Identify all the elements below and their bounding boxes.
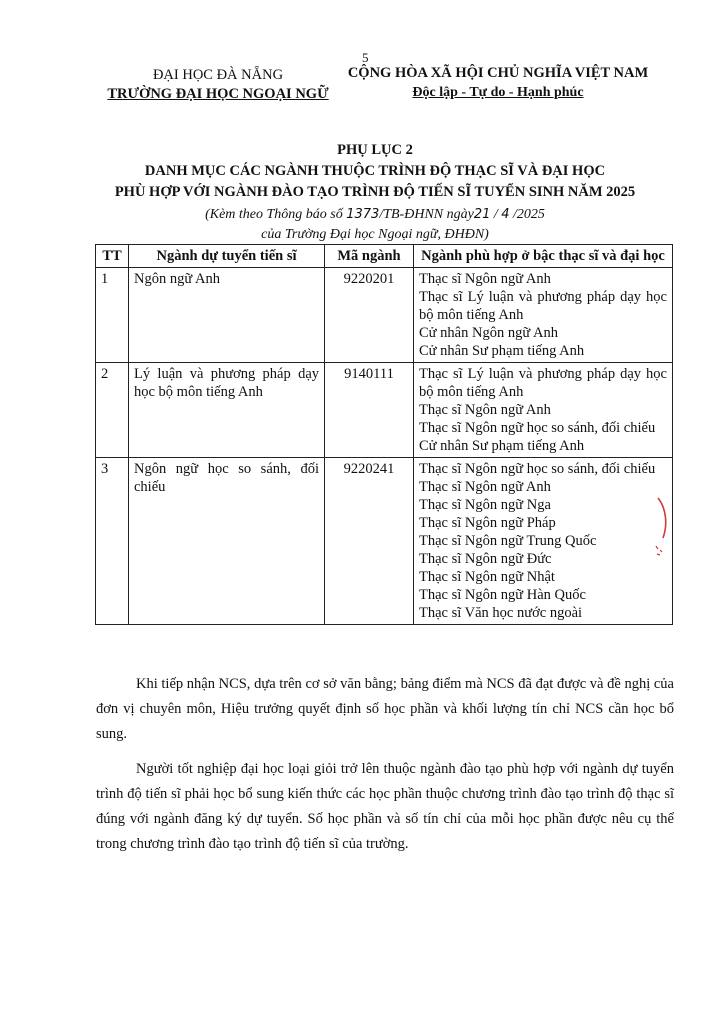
subtitle-mid: /TB-ĐHNN ngày [379,207,474,222]
header-left [98,66,338,104]
matching-major-item: Thạc sĩ Ngôn ngữ Pháp [419,515,556,531]
col-header-tt: TT [96,245,129,268]
document-subtitle [80,205,670,245]
matching-major-item: Thạc sĩ Ngôn ngữ Anh [419,271,551,287]
matching-major-item: Thạc sĩ Ngôn ngữ Trung Quốc [419,533,597,549]
subtitle-line1 [80,205,670,225]
matching-major-item: Cử nhân Sư phạm tiếng Anh [419,343,585,359]
school-name: TRƯỜNG ĐẠI HỌC NGOẠI NGỮ [107,86,329,102]
university-name: ĐẠI HỌC ĐÀ NẴNG [152,67,284,83]
row-number: 2 [96,363,129,458]
appendix-title: PHỤ LỤC 2 [337,142,413,158]
majors-table [95,244,673,625]
page-number: 5 [362,50,369,65]
pen-mark-icon [652,494,674,564]
row-major-name: Ngôn ngữ Anh [129,268,325,363]
row-matching-majors [414,268,673,363]
handwritten-number: 1373 [346,207,380,222]
col-header-name: Ngành dự tuyển tiến sĩ [129,245,325,268]
matching-major-item: Thạc sĩ Ngôn ngữ học so sánh, đối chiếu [419,420,656,436]
matching-major-item: Thạc sĩ Ngôn ngữ học so sánh, đối chiếu [419,461,656,477]
col-header-fits: Ngành phù hợp ở bậc thạc sĩ và đại học [414,245,673,268]
list-title-line1: DANH MỤC CÁC NGÀNH THUỘC TRÌNH ĐỘ THẠC SĨ VÀ ĐẠI HỌC [144,163,606,179]
table-header-row [96,245,673,268]
matching-major-item: Thạc sĩ Ngôn ngữ Nga [419,497,551,513]
national-title: CỘNG HÒA XÃ HỘI CHỦ NGHĨA VIỆT NAM [347,65,649,81]
matching-major-item: Thạc sĩ Ngôn ngữ Đức [419,551,552,567]
row-matching-majors [414,458,673,625]
table-row [96,363,673,458]
matching-major-item: Thạc sĩ Ngôn ngữ Hàn Quốc [419,587,586,603]
matching-major-item: Thạc sĩ Ngôn ngữ Anh [419,479,551,495]
row-major-name: Ngôn ngữ học so sánh, đối chiếu [129,458,325,625]
matching-major-item: Thạc sĩ Ngôn ngữ Anh [419,402,551,418]
national-motto: Độc lập - Tự do - Hạnh phúc [412,85,584,100]
document-titles [80,140,670,203]
subtitle-suffix: /2025 [509,207,545,222]
header-right [338,64,658,102]
row-matching-majors [414,363,673,458]
paragraph-2: Người tốt nghiệp đại học loại giỏi trở lên thuộc ngành đào tạo phù hợp với ngành dự tuyển trình độ tiến sĩ phải học bổ sung kiến thức các học phần thuộc chương trình đào tạo trình độ thạc sĩ đúng với ngành đăng ký dự tuyển. Số học phần và số tín chỉ của mỗi học phần được nêu cụ thể trong chương trình đào tạo trình độ tiến sĩ của trường. [96,761,674,852]
subtitle-line2: của Trường Đại học Ngoại ngữ, ĐHĐN) [261,227,489,242]
row-major-code: 9220201 [325,268,414,363]
matching-major-item: Thạc sĩ Lý luận và phương pháp dạy học bộ môn tiếng Anh [419,366,667,400]
table-body [96,268,673,625]
handwritten-day: 21 [473,207,491,222]
table-row [96,268,673,363]
row-number: 3 [96,458,129,625]
table-row [96,458,673,625]
list-title-line2: PHÙ HỢP VỚI NGÀNH ĐÀO TẠO TRÌNH ĐỘ TIẾN SĨ TUYỂN SINH NĂM 2025 [114,184,636,200]
row-number: 1 [96,268,129,363]
matching-major-item: Thạc sĩ Lý luận và phương pháp dạy học bộ môn tiếng Anh [419,289,667,323]
col-header-code: Mã ngành [325,245,414,268]
handwritten-month: 4 [501,207,510,222]
row-major-code: 9140111 [325,363,414,458]
matching-major-item: Thạc sĩ Văn học nước ngoài [419,605,583,621]
subtitle-prefix: (Kèm theo Thông báo số [205,207,347,222]
subtitle-sep: / [490,207,502,222]
matching-major-item: Cử nhân Sư phạm tiếng Anh [419,438,585,454]
matching-major-item: Thạc sĩ Ngôn ngữ Nhật [419,569,555,585]
row-major-name: Lý luận và phương pháp dạy học bộ môn tiếng Anh [129,363,325,458]
row-major-code: 9220241 [325,458,414,625]
matching-major-item: Cử nhân Ngôn ngữ Anh [419,325,558,341]
paragraph-1: Khi tiếp nhận NCS, dựa trên cơ sở văn bằng; bảng điểm mà NCS đã đạt được và đề nghị của đơn vị chuyên môn, Hiệu trưởng quyết định số học phần và khối lượng tín chỉ NCS cần học bổ sung. [96,676,674,742]
